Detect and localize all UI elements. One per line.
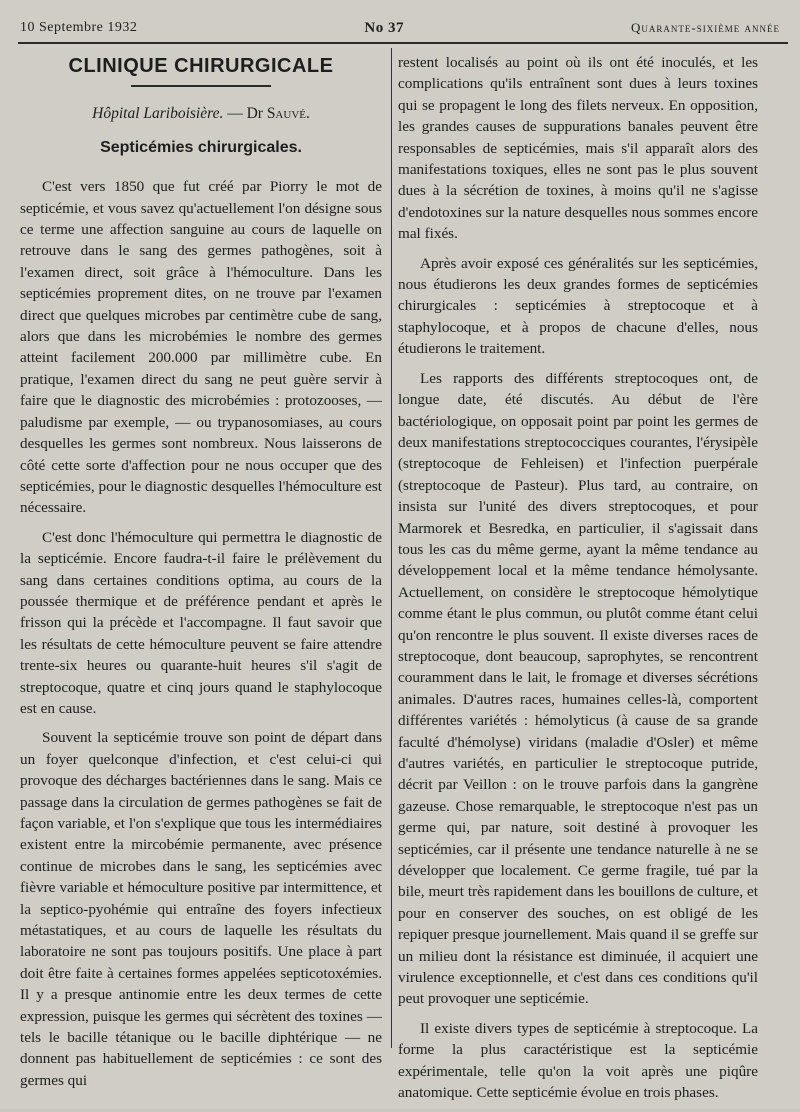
hospital-line <box>20 103 382 124</box>
right-column <box>398 52 758 1112</box>
column-divider <box>391 48 392 1048</box>
section-title: CLINIQUE CHIRURGICALE <box>68 55 334 77</box>
author-prefix: — Dr <box>223 105 267 123</box>
page-header <box>20 14 780 42</box>
paragraph: Les rapports des différents streptocoques ont, de longue date, été discutés. Au début de l'ère bactériologique, on opposait point par point les germes de deux manifestations streptococciques courantes, l'érysipèle (streptocoque de Fehleisen) et l'infection puerpérale (streptocoque de Pasteur). Plus tard, au contraire, on insista sur l'unité des divers streptocoques, et pour Marmorek et Besredka, en particulier, il s'agissait dans tous les cas du même germe, ayant la même tendance au développement local et la même tendance hémolysante. Actuellement, on considère le streptocoque hémolytique comme étant le plus commun, ou plutôt comme étant celui qu'on rencontre le plus souvent. Il existe diverses races de streptocoque, dont beaucoup, saprophytes, se rencontrent couramment dans le lait, le fromage et diverses sécrétions animales. D'autres races, humaines celles-là, comportent différentes variétés : hémolyticus (à cause de sa grande faculté d'hémolyse) viridans (maladie d'Osler) et même d'autres variétés, en particulier le streptocoque putride, décrit par Veillon : on le trouve parfois dans la gangrène gazeuse. Chose remarquable, le streptocoque n'est pas un germe qui, par nature, soit destiné à provoquer les septicémies, car il présente une tendance naturelle à ne se développer que localement. Ce germe fragile, tué par la bile, meurt très rapidement dans les bouillons de culture, et pour en conserver des souches, on est obligé de les repiquer presque journellement. Mais quand il se greffe sur un milieu dont la résistance est diminuée, il acquiert une virulence exceptionnelle, et c'est dans ces conditions qu'il peut provoquer une septicémie. <box>398 369 758 1008</box>
header-rule <box>18 42 788 44</box>
paragraph: C'est vers 1850 que fut créé par Piorry le mot de septicémie, et vous savez qu'actuellement l'on désigne sous ce terme une affection sanguine au cours de laquelle on retrouve dans le sang des germes pathogènes, soit à l'examen direct, soit grâce à l'hémoculture. Dans les septicémies proprement dites, on ne trouve par l'examen direct que quelques microbes par centimètre cube de sang, alors que dans les microbémies le nombre des germes atteint facilement 200.000 par millimètre cube. En pratique, l'examen direct du sang ne peut guère servir à faire que le diagnostic des microbémies : protozooses, — paludisme par exemple, — ou trypanosomiases, au cours desquelles les germes sont nombreux. Nous laisserons de côté cette sorte d'affection pour ne nous occuper que des septicémies, pour le diagnostic desquelles l'hémoculture est nécessaire. <box>20 178 382 517</box>
left-column <box>20 52 382 1099</box>
paragraph: Souvent la septicémie trouve son point de départ dans un foyer quelconque d'infection, et c'est celui-ci qui provoque des décharges bactériennes dans le sang. Mais ce passage dans la circulation de germes pathogènes se fait de façon variable, et l'on s'explique que tous les intermédiaires existent entre la mircobémie permanente, avec présence continue de microbes dans le sang, les septicémies avec fièvre variable et hémoculture positive par intermittence, et la septico-pyohémie qui entraîne des foyers infectieux métastatiques, et au cours de laquelle les résultats du laboratoire ne sont pas toujours positifs. Une place à part doit être faite à certaines formes appelées septicotoxémies. Il y a presque antinomie entre les deux termes de cette expression, puisque les germes qui sécrètent des toxines — tels le bacille tétanique ou le bacille diphtérique — ne donnent pas habituellement de septicémies : ce sont des germes qui <box>20 729 382 1089</box>
paragraph: C'est donc l'hémoculture qui permettra le diagnostic de la septicémie. Encore faudra-t-il faire le prélèvement du sang dans certaines conditions optima, au cours de la poussée thermique et de préférence pendant et après le frisson qui la précède et l'accompagne. Il faut savoir que les résultats de cette hémoculture peuvent se faire attendre trente-six heures ou quarante-huit heures s'il s'agit de streptocoque, quatre et cinq jours quand le staphylocoque est en cause. <box>20 528 382 717</box>
title-rule <box>131 85 271 87</box>
issue-date: 10 Septembre 1932 <box>20 20 138 35</box>
paragraph-continued: restent localisés au point où ils ont été inoculés, et les complications qu'ils entraînent sont dues à leurs toxines qui se propagent le long des filets nerveux. En opposition, les grandes causes de suppurations banales peuvent être responsables de septicémies, mais s'il apparaît alors des manifestations toxiques, elles ne sont pas le plus souvent dues à la sécrétion de toxines, à moins qu'il ne s'agisse d'endotoxines sur la nature desquelles nous sommes encore mal fixés. <box>398 54 758 243</box>
paragraph: Après avoir exposé ces généralités sur les septicémies, nous étudierons les deux grandes formes de septicémies chirurgicales : septicémies à streptocoque et à staphylocoque, et à propos de chacune d'elles, nous étudierons le traitement. <box>398 254 758 358</box>
paragraph: Il existe divers types de septicémie à streptocoque. La forme la plus caractéristique est la septicémie expérimentale, telle qu'on la voit après une piqûre anatomique. Cette septicémie évolue en trois phases. <box>398 1019 758 1102</box>
author-name: Sauvé. <box>266 105 310 123</box>
issue-number: No 37 <box>364 19 404 36</box>
article-subtitle: Septicémies chirurgicales. <box>100 138 302 156</box>
issue-year: Quarante-sixième année <box>631 20 780 35</box>
hospital-name: Hôpital Lariboisière. <box>92 105 224 123</box>
